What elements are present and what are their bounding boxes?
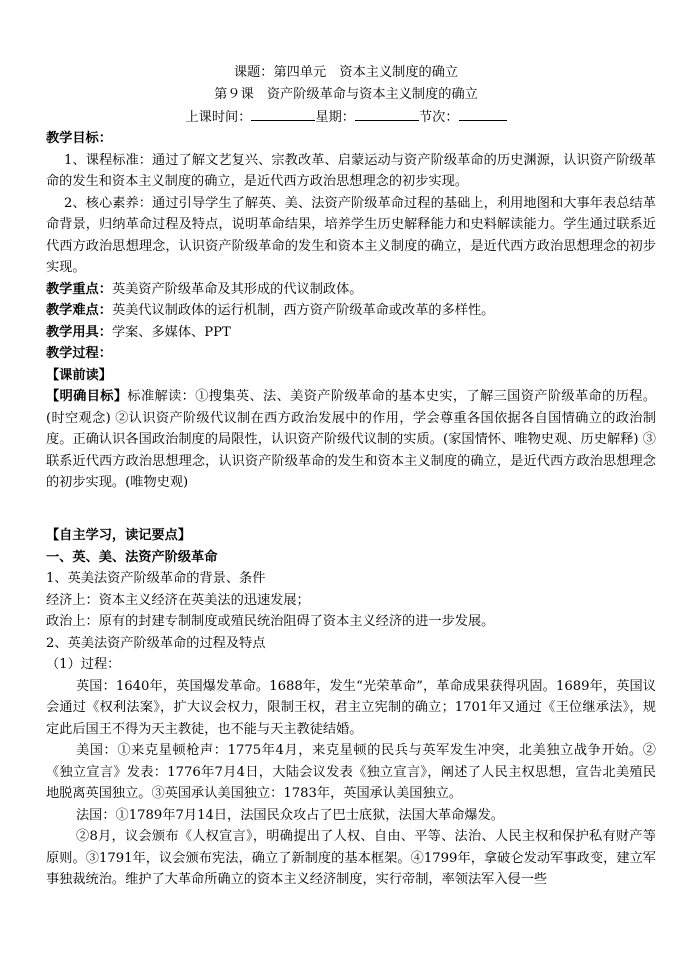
- topic-title: 课题：第四单元 资本主义制度的确立: [233, 65, 459, 80]
- section-heading-1: 一、英、美、法资产阶级革命: [46, 549, 218, 565]
- lesson-title: 第９课 资产阶级革命与资本主义制度的确立: [214, 87, 478, 102]
- economy-line: 经济上：资本主义经济在英美法的迅速发展；: [46, 592, 310, 608]
- period-blank: [459, 106, 507, 121]
- schedule-week-label: 星期：: [315, 110, 355, 125]
- britain-paragraph: 英国：1640年，英国爆发革命。1688年，发生“光荣革命”，革命成果获得巩固。1689年，英国议会通过《权利法案》，扩大议会权力，限制王权，君主立宪制的确立；1701年又通过《王位继承法》，规定此后国王不得为天主教徒，也不能与天主教徒结婚。: [46, 678, 656, 737]
- spacer: [46, 515, 656, 525]
- document-body: [46, 128, 656, 891]
- goals-heading: 教学目标：: [46, 131, 112, 146]
- goal-item-2: 2、核心素养：通过引导学生了解英、美、法资产阶级革命过程的基础上，利用地图和大事年表总结革命背景，归纳革命过程及特点，说明革命结果，培养学生历史解释能力和史料解读能力。学生通过联系近代西方政治思想理念，认识资产阶级革命的发生和资本主义制度的确立，是近代西方政治思想理念的初步实现。: [46, 195, 656, 275]
- preread-target: [46, 386, 656, 494]
- process-heading: 教学过程：: [46, 346, 112, 361]
- key-points-text: 英美资产阶级革命及其形成的代议制政体。: [111, 281, 363, 297]
- tools-label: 教学用具：: [46, 324, 112, 340]
- subheading-2: 2、英美法资产阶级革命的过程及特点: [46, 635, 266, 651]
- schedule-line: [0, 106, 692, 129]
- subheading-1: 1、英美法资产阶级革命的背景、条件: [46, 571, 266, 586]
- france-paragraph-2: ②8月，议会颁布《人权宣言》，明确提出了人权、自由、平等、法治、人民主权和保护私有财产等原则。③1791年，议会颁布宪法，确立了新制度的基本框架。④1799年，拿破仑发动军事政变，建立军事独裁统治。维护了大革命所确立的资本主义经济制度，实行帝制，率领法军入侵一些: [46, 829, 656, 887]
- target-text: 标准解读：①搜集英、法、美资产阶级革命的基本史实，了解三国资产阶级革命的历程。(时空观念) ②认识资产阶级代议制在西方政治发展中的作用，学会尊重各国依据各自国情确立的政治制度。正确认识各国政治制度的局限性，认识资产阶级代议制的实质。(家国情怀、唯物史观、历史解释) ③联系近代西方政治思想理念，认识资产阶级革命的发生和资本主义制度的确立，是近代西方政治思想理念的初步实现。(唯物史观): [46, 389, 657, 490]
- tools: [46, 322, 656, 344]
- schedule-time-label: 上课时间：: [185, 110, 252, 125]
- schedule-period-label: 节次：: [418, 110, 459, 125]
- preread-heading: 【课前读】: [46, 367, 112, 383]
- process-subheading: （1）过程：: [46, 657, 121, 672]
- usa-paragraph: 美国：①来克星顿枪声：1775年4月，来克星顿的民兵与英军发生冲突，北美独立战争开始。②《独立宣言》发表：1776年7月4日，大陆会议发表《独立宣言》，阐述了人民主权思想，宣告北美殖民地脱离英国独立。③英国承认美国独立：1783年，英国承认美国独立。: [46, 743, 656, 801]
- difficulties-label: 教学难点：: [46, 303, 112, 318]
- politics-line: 政治上：原有的封建专制制度或殖民统治阻碍了资本主义经济的进一步发展。: [46, 614, 495, 629]
- self-study-heading: 【自主学习，读记要点】: [46, 528, 192, 543]
- key-points-label: 教学重点：: [46, 281, 112, 297]
- target-label: 【明确目标】: [46, 389, 128, 404]
- difficulties-text: 英美代议制政体的运行机制，西方资产阶级革命或改革的多样性。: [111, 303, 495, 318]
- key-points: [46, 279, 656, 301]
- france-paragraph-1: 法国：①1789年7月14日，法国民众攻占了巴士底狱，法国大革命爆发。: [76, 807, 504, 823]
- week-blank: [355, 106, 419, 121]
- time-blank: [251, 106, 315, 121]
- goal-item-1: 1、课程标准：通过了解文艺复兴、宗教改革、启蒙运动与资产阶级革命的历史渊源，认识资产阶级革命的发生和资本主义制度的确立，是近代西方政治思想理念的初步实现。: [46, 152, 656, 189]
- tools-text: 学案、多媒体、PPT: [111, 324, 231, 340]
- spacer: [46, 494, 656, 516]
- difficulties: [46, 300, 656, 322]
